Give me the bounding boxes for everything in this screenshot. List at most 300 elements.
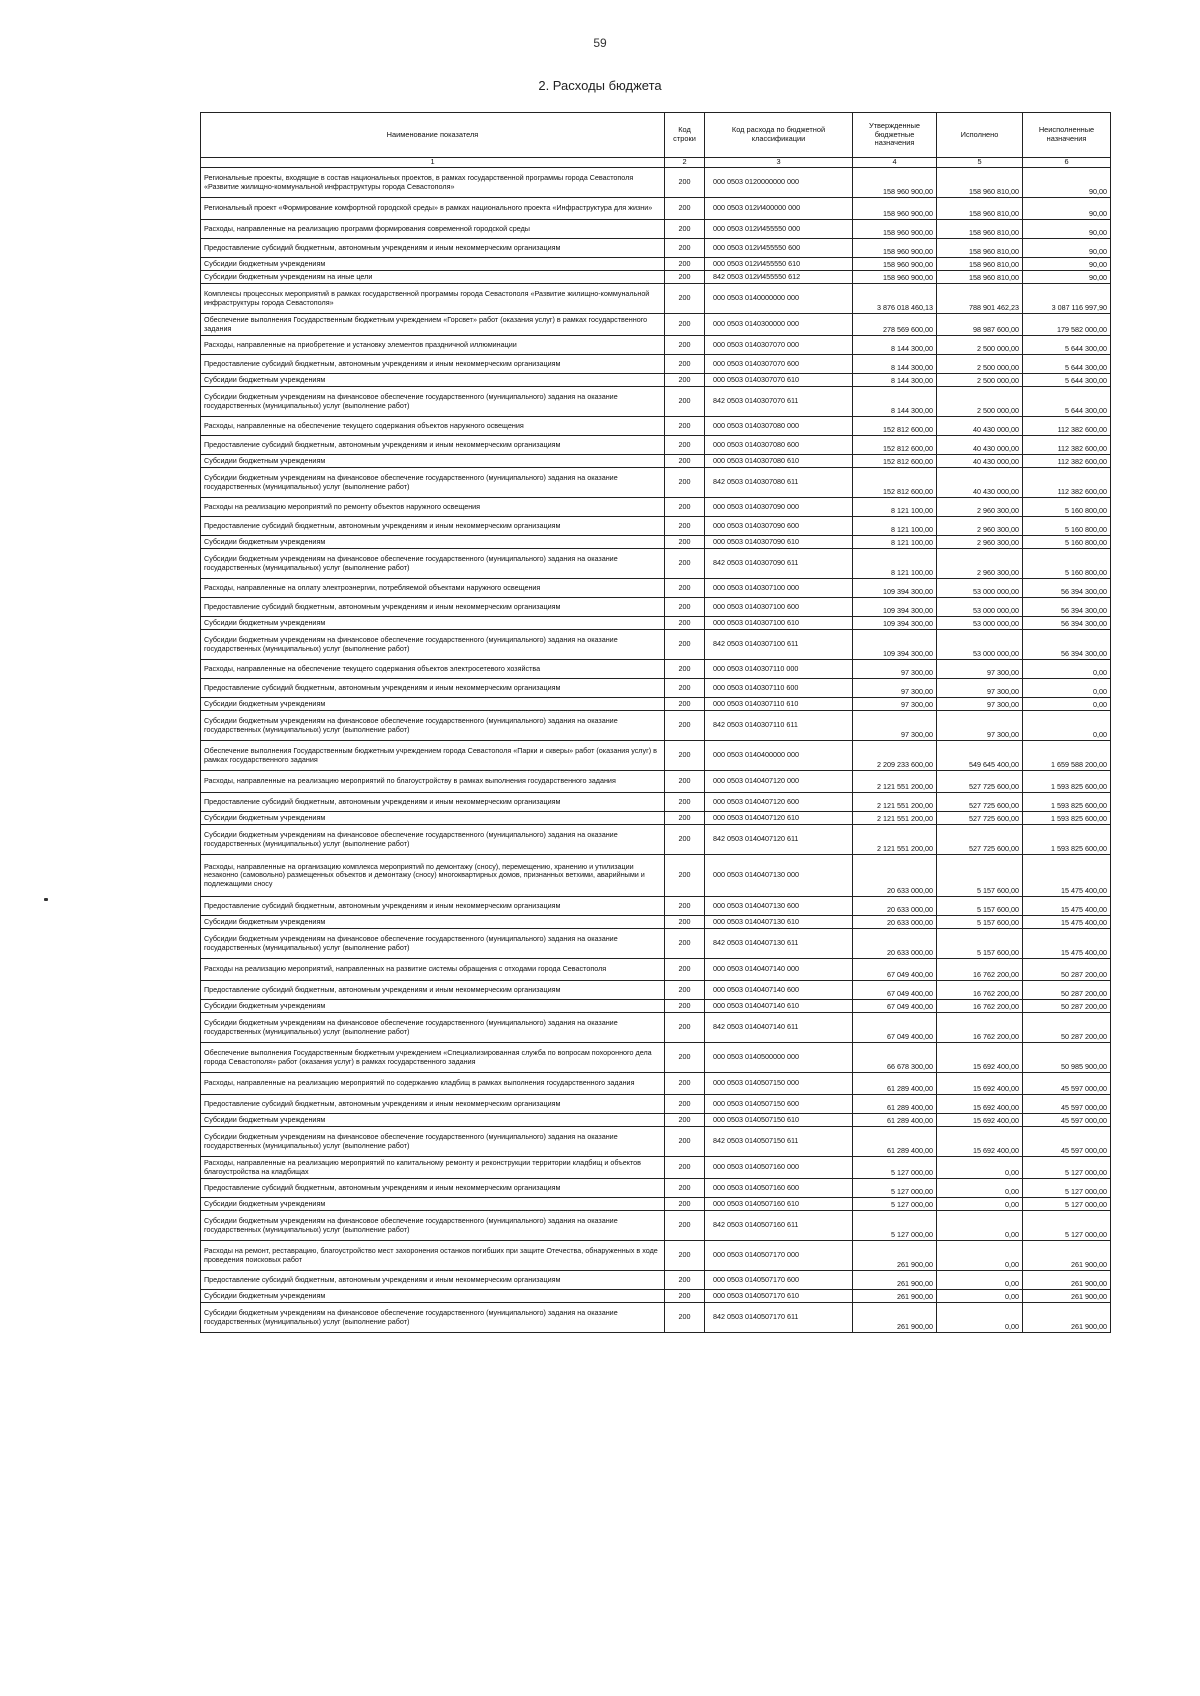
cell-approved: 158 960 900,00 (853, 198, 937, 220)
cell-name: Субсидии бюджетным учреждениям на финансовое обеспечение государственного (муниципального) задания на оказание государственных (муниципальных) услуг (выполнение работ) (201, 387, 665, 417)
cell-row-code: 200 (665, 771, 705, 793)
cell-approved: 5 127 000,00 (853, 1198, 937, 1211)
cell-budget-code: 842 0503 0140507160 611 (705, 1211, 853, 1241)
cell-name: Расходы, направленные на реализацию мероприятий по содержанию кладбищ в рамках выполнения государственного задания (201, 1073, 665, 1095)
cell-budget-code: 000 0503 0140400000 000 (705, 741, 853, 771)
cell-unexecuted: 112 382 600,00 (1023, 436, 1111, 455)
cell-row-code: 200 (665, 630, 705, 660)
header-executed: Исполнено (937, 113, 1023, 158)
cell-executed: 158 960 810,00 (937, 198, 1023, 220)
cell-row-code: 200 (665, 929, 705, 959)
cell-name: Региональный проект «Формирование комфортной городской среды» в рамках национального проекта «Инфраструктура для жизни» (201, 198, 665, 220)
cell-row-code: 200 (665, 374, 705, 387)
cell-name: Комплексы процессных мероприятий в рамках государственной программы города Севастополя «Развитие жилищно-коммунальной инфраструктуры города Севастополя» (201, 284, 665, 314)
header-number: 6 (1023, 158, 1111, 168)
cell-executed: 5 157 600,00 (937, 897, 1023, 916)
header-number: 4 (853, 158, 937, 168)
table-row (201, 916, 1111, 929)
cell-unexecuted: 90,00 (1023, 271, 1111, 284)
cell-name: Субсидии бюджетным учреждениям (201, 1198, 665, 1211)
cell-approved: 2 121 551 200,00 (853, 812, 937, 825)
cell-unexecuted: 15 475 400,00 (1023, 916, 1111, 929)
cell-row-code: 200 (665, 1043, 705, 1073)
cell-unexecuted: 50 287 200,00 (1023, 981, 1111, 1000)
table-row (201, 741, 1111, 771)
table-row (201, 1303, 1111, 1333)
cell-approved: 67 049 400,00 (853, 1000, 937, 1013)
table-row (201, 1179, 1111, 1198)
cell-unexecuted: 112 382 600,00 (1023, 468, 1111, 498)
cell-unexecuted: 1 593 825 600,00 (1023, 825, 1111, 855)
cell-approved: 261 900,00 (853, 1271, 937, 1290)
cell-budget-code: 000 0503 0140307110 600 (705, 679, 853, 698)
page-number: 59 (593, 36, 607, 50)
cell-name: Субсидии бюджетным учреждениям на финансовое обеспечение государственного (муниципального) задания на оказание государственных (муниципальных) услуг (выполнение работ) (201, 468, 665, 498)
cell-executed: 16 762 200,00 (937, 959, 1023, 981)
cell-unexecuted: 5 127 000,00 (1023, 1211, 1111, 1241)
cell-unexecuted: 112 382 600,00 (1023, 455, 1111, 468)
cell-unexecuted: 50 985 900,00 (1023, 1043, 1111, 1073)
cell-unexecuted: 261 900,00 (1023, 1303, 1111, 1333)
cell-executed: 2 960 300,00 (937, 517, 1023, 536)
cell-budget-code: 842 0503 0140407130 611 (705, 929, 853, 959)
cell-approved: 109 394 300,00 (853, 617, 937, 630)
table-row (201, 417, 1111, 436)
cell-budget-code: 000 0503 0140307070 610 (705, 374, 853, 387)
cell-budget-code: 000 0503 0140507170 600 (705, 1271, 853, 1290)
cell-approved: 8 121 100,00 (853, 517, 937, 536)
table-row (201, 630, 1111, 660)
cell-executed: 0,00 (937, 1179, 1023, 1198)
cell-approved: 8 144 300,00 (853, 336, 937, 355)
cell-budget-code: 000 0503 0140307070 600 (705, 355, 853, 374)
cell-budget-code: 000 0503 012И455550 000 (705, 220, 853, 239)
cell-row-code: 200 (665, 198, 705, 220)
cell-budget-code: 842 0503 0140407140 611 (705, 1013, 853, 1043)
cell-executed: 97 300,00 (937, 660, 1023, 679)
cell-name: Субсидии бюджетным учреждениям (201, 258, 665, 271)
table-row (201, 1000, 1111, 1013)
cell-approved: 8 121 100,00 (853, 498, 937, 517)
cell-approved: 152 812 600,00 (853, 468, 937, 498)
cell-unexecuted: 56 394 300,00 (1023, 598, 1111, 617)
table-row (201, 536, 1111, 549)
cell-approved: 8 121 100,00 (853, 549, 937, 579)
cell-budget-code: 000 0503 012И400000 000 (705, 198, 853, 220)
cell-unexecuted: 261 900,00 (1023, 1241, 1111, 1271)
cell-name: Расходы на реализацию мероприятий по ремонту объектов наружного освещения (201, 498, 665, 517)
cell-approved: 2 121 551 200,00 (853, 771, 937, 793)
cell-row-code: 200 (665, 793, 705, 812)
cell-unexecuted: 0,00 (1023, 660, 1111, 679)
cell-unexecuted: 3 087 116 997,90 (1023, 284, 1111, 314)
cell-approved: 61 289 400,00 (853, 1127, 937, 1157)
cell-approved: 158 960 900,00 (853, 168, 937, 198)
cell-unexecuted: 5 127 000,00 (1023, 1157, 1111, 1179)
cell-name: Субсидии бюджетным учреждениям (201, 617, 665, 630)
cell-executed: 40 430 000,00 (937, 417, 1023, 436)
cell-row-code: 200 (665, 812, 705, 825)
cell-executed: 0,00 (937, 1211, 1023, 1241)
cell-approved: 20 633 000,00 (853, 916, 937, 929)
table-row (201, 314, 1111, 336)
cell-executed: 40 430 000,00 (937, 468, 1023, 498)
table-row (201, 168, 1111, 198)
table-row (201, 679, 1111, 698)
cell-unexecuted: 1 593 825 600,00 (1023, 771, 1111, 793)
cell-row-code: 200 (665, 271, 705, 284)
cell-unexecuted: 90,00 (1023, 258, 1111, 271)
header-number: 2 (665, 158, 705, 168)
scan-mark (44, 898, 48, 901)
cell-executed: 158 960 810,00 (937, 239, 1023, 258)
cell-executed: 158 960 810,00 (937, 258, 1023, 271)
cell-executed: 98 987 600,00 (937, 314, 1023, 336)
cell-executed: 15 692 400,00 (937, 1095, 1023, 1114)
cell-unexecuted: 90,00 (1023, 239, 1111, 258)
cell-unexecuted: 112 382 600,00 (1023, 417, 1111, 436)
cell-name: Субсидии бюджетным учреждениям (201, 1114, 665, 1127)
cell-approved: 8 121 100,00 (853, 536, 937, 549)
header-budget-code: Код расхода по бюджетной классификации (705, 113, 853, 158)
cell-unexecuted: 5 160 800,00 (1023, 498, 1111, 517)
header-number: 3 (705, 158, 853, 168)
table-header (201, 113, 1111, 168)
table-row (201, 374, 1111, 387)
cell-unexecuted: 0,00 (1023, 711, 1111, 741)
cell-executed: 527 725 600,00 (937, 812, 1023, 825)
cell-row-code: 200 (665, 1127, 705, 1157)
cell-executed: 158 960 810,00 (937, 271, 1023, 284)
cell-row-code: 200 (665, 579, 705, 598)
cell-row-code: 200 (665, 981, 705, 1000)
cell-budget-code: 000 0503 012И455550 600 (705, 239, 853, 258)
cell-approved: 109 394 300,00 (853, 630, 937, 660)
cell-budget-code: 000 0503 0140507150 610 (705, 1114, 853, 1127)
cell-unexecuted: 1 659 588 200,00 (1023, 741, 1111, 771)
cell-executed: 16 762 200,00 (937, 1013, 1023, 1043)
cell-name: Расходы, направленные на реализацию мероприятий по капитальному ремонту и реконструкции территории кладбищ и объектов благоустройства на кладбищах (201, 1157, 665, 1179)
cell-unexecuted: 0,00 (1023, 698, 1111, 711)
cell-executed: 527 725 600,00 (937, 793, 1023, 812)
cell-budget-code: 000 0503 0140507170 000 (705, 1241, 853, 1271)
cell-name: Субсидии бюджетным учреждениям (201, 374, 665, 387)
cell-row-code: 200 (665, 1013, 705, 1043)
cell-budget-code: 000 0503 0140407140 600 (705, 981, 853, 1000)
table-row (201, 198, 1111, 220)
cell-row-code: 200 (665, 468, 705, 498)
cell-budget-code: 000 0503 0140307100 000 (705, 579, 853, 598)
table-row (201, 517, 1111, 536)
cell-executed: 40 430 000,00 (937, 436, 1023, 455)
cell-budget-code: 000 0503 0140307100 600 (705, 598, 853, 617)
cell-name: Предоставление субсидий бюджетным, автономным учреждениям и иным некоммерческим организациям (201, 355, 665, 374)
cell-executed: 158 960 810,00 (937, 220, 1023, 239)
cell-approved: 20 633 000,00 (853, 897, 937, 916)
cell-budget-code: 000 0503 0140507150 000 (705, 1073, 853, 1095)
cell-approved: 261 900,00 (853, 1303, 937, 1333)
table-row (201, 1013, 1111, 1043)
cell-name: Региональные проекты, входящие в состав национальных проектов, в рамках государственной программы города Севастополя «Развитие жилищно-коммунальной инфраструктуры города Севастополя» (201, 168, 665, 198)
table-row (201, 825, 1111, 855)
table-row (201, 220, 1111, 239)
cell-unexecuted: 5 160 800,00 (1023, 517, 1111, 536)
cell-unexecuted: 90,00 (1023, 168, 1111, 198)
cell-approved: 3 876 018 460,13 (853, 284, 937, 314)
cell-executed: 16 762 200,00 (937, 1000, 1023, 1013)
cell-name: Субсидии бюджетным учреждениям на финансовое обеспечение государственного (муниципального) задания на оказание государственных (муниципальных) услуг (выполнение работ) (201, 1211, 665, 1241)
cell-budget-code: 000 0503 0140407130 610 (705, 916, 853, 929)
cell-budget-code: 842 0503 0140307090 611 (705, 549, 853, 579)
cell-approved: 61 289 400,00 (853, 1114, 937, 1127)
cell-row-code: 200 (665, 916, 705, 929)
cell-executed: 2 500 000,00 (937, 374, 1023, 387)
cell-approved: 97 300,00 (853, 679, 937, 698)
cell-approved: 158 960 900,00 (853, 258, 937, 271)
cell-unexecuted: 90,00 (1023, 220, 1111, 239)
cell-name: Субсидии бюджетным учреждениям (201, 698, 665, 711)
cell-unexecuted: 1 593 825 600,00 (1023, 793, 1111, 812)
cell-approved: 278 569 600,00 (853, 314, 937, 336)
cell-row-code: 200 (665, 698, 705, 711)
cell-executed: 15 692 400,00 (937, 1073, 1023, 1095)
table-row (201, 271, 1111, 284)
cell-executed: 40 430 000,00 (937, 455, 1023, 468)
table-row (201, 1043, 1111, 1073)
cell-budget-code: 000 0503 0140307080 600 (705, 436, 853, 455)
table-row (201, 549, 1111, 579)
cell-budget-code: 842 0503 0140507150 611 (705, 1127, 853, 1157)
cell-name: Предоставление субсидий бюджетным, автономным учреждениям и иным некоммерческим организациям (201, 517, 665, 536)
cell-unexecuted: 15 475 400,00 (1023, 929, 1111, 959)
cell-name: Предоставление субсидий бюджетным, автономным учреждениям и иным некоммерческим организациям (201, 1179, 665, 1198)
cell-budget-code: 000 0503 0140507170 610 (705, 1290, 853, 1303)
cell-unexecuted: 179 582 000,00 (1023, 314, 1111, 336)
cell-row-code: 200 (665, 825, 705, 855)
header-unexecuted: Неисполненные назначения (1023, 113, 1111, 158)
cell-executed: 53 000 000,00 (937, 598, 1023, 617)
cell-name: Субсидии бюджетным учреждениям на финансовое обеспечение государственного (муниципального) задания на оказание государственных (муниципальных) услуг (выполнение работ) (201, 825, 665, 855)
cell-budget-code: 000 0503 0140300000 000 (705, 314, 853, 336)
cell-approved: 158 960 900,00 (853, 239, 937, 258)
cell-budget-code: 000 0503 0140307080 000 (705, 417, 853, 436)
cell-unexecuted: 15 475 400,00 (1023, 855, 1111, 897)
cell-executed: 0,00 (937, 1157, 1023, 1179)
cell-name: Субсидии бюджетным учреждениям (201, 812, 665, 825)
cell-approved: 97 300,00 (853, 660, 937, 679)
cell-row-code: 200 (665, 660, 705, 679)
cell-name: Субсидии бюджетным учреждениям на финансовое обеспечение государственного (муниципального) задания на оказание государственных (муниципальных) услуг (выполнение работ) (201, 549, 665, 579)
cell-approved: 261 900,00 (853, 1290, 937, 1303)
table-row (201, 468, 1111, 498)
cell-budget-code: 000 0503 0140507160 610 (705, 1198, 853, 1211)
cell-budget-code: 000 0503 0140407140 000 (705, 959, 853, 981)
cell-executed: 788 901 462,23 (937, 284, 1023, 314)
cell-row-code: 200 (665, 1290, 705, 1303)
cell-executed: 527 725 600,00 (937, 825, 1023, 855)
cell-executed: 53 000 000,00 (937, 617, 1023, 630)
cell-row-code: 200 (665, 1211, 705, 1241)
cell-budget-code: 000 0503 0140407130 600 (705, 897, 853, 916)
cell-name: Субсидии бюджетным учреждениям на иные цели (201, 271, 665, 284)
cell-row-code: 200 (665, 314, 705, 336)
cell-unexecuted: 5 644 300,00 (1023, 336, 1111, 355)
cell-unexecuted: 5 127 000,00 (1023, 1179, 1111, 1198)
cell-name: Предоставление субсидий бюджетным, автономным учреждениям и иным некоммерческим организациям (201, 793, 665, 812)
header-approved: Утвержденные бюджетные назначения (853, 113, 937, 158)
cell-budget-code: 000 0503 0140307110 610 (705, 698, 853, 711)
cell-approved: 67 049 400,00 (853, 959, 937, 981)
cell-budget-code: 000 0503 0140407120 610 (705, 812, 853, 825)
cell-row-code: 200 (665, 417, 705, 436)
cell-unexecuted: 1 593 825 600,00 (1023, 812, 1111, 825)
table-row (201, 711, 1111, 741)
cell-name: Обеспечение выполнения Государственным бюджетным учреждением города Севастополя «Парки и скверы» работ (оказания услуг) в рамках государственного задания (201, 741, 665, 771)
table-row (201, 698, 1111, 711)
cell-budget-code: 000 0503 0140307090 610 (705, 536, 853, 549)
table-row (201, 336, 1111, 355)
cell-executed: 97 300,00 (937, 698, 1023, 711)
table-row (201, 660, 1111, 679)
cell-approved: 109 394 300,00 (853, 579, 937, 598)
table-row (201, 959, 1111, 981)
table-row (201, 284, 1111, 314)
table-row (201, 981, 1111, 1000)
cell-approved: 158 960 900,00 (853, 220, 937, 239)
cell-row-code: 200 (665, 336, 705, 355)
cell-approved: 152 812 600,00 (853, 455, 937, 468)
cell-executed: 2 500 000,00 (937, 336, 1023, 355)
table-row (201, 1271, 1111, 1290)
cell-unexecuted: 5 160 800,00 (1023, 549, 1111, 579)
cell-budget-code: 842 0503 012И455550 612 (705, 271, 853, 284)
cell-row-code: 200 (665, 498, 705, 517)
cell-approved: 67 049 400,00 (853, 1013, 937, 1043)
cell-row-code: 200 (665, 855, 705, 897)
cell-name: Субсидии бюджетным учреждениям на финансовое обеспечение государственного (муниципального) задания на оказание государственных (муниципальных) услуг (выполнение работ) (201, 630, 665, 660)
cell-row-code: 200 (665, 1179, 705, 1198)
table-row (201, 436, 1111, 455)
cell-name: Субсидии бюджетным учреждениям на финансовое обеспечение государственного (муниципального) задания на оказание государственных (муниципальных) услуг (выполнение работ) (201, 1013, 665, 1043)
cell-unexecuted: 45 597 000,00 (1023, 1127, 1111, 1157)
table-row (201, 1241, 1111, 1271)
cell-name: Расходы, направленные на обеспечение текущего содержания объектов электросетевого хозяйства (201, 660, 665, 679)
table-row (201, 929, 1111, 959)
cell-approved: 20 633 000,00 (853, 929, 937, 959)
cell-approved: 97 300,00 (853, 711, 937, 741)
cell-name: Предоставление субсидий бюджетным, автономным учреждениям и иным некоммерческим организациям (201, 239, 665, 258)
cell-name: Расходы, направленные на оплату электроэнергии, потребляемой объектами наружного освещения (201, 579, 665, 598)
table-row (201, 355, 1111, 374)
cell-row-code: 200 (665, 1198, 705, 1211)
cell-executed: 97 300,00 (937, 711, 1023, 741)
cell-unexecuted: 45 597 000,00 (1023, 1095, 1111, 1114)
cell-executed: 0,00 (937, 1241, 1023, 1271)
cell-executed: 97 300,00 (937, 679, 1023, 698)
cell-row-code: 200 (665, 617, 705, 630)
table-row (201, 617, 1111, 630)
cell-budget-code: 000 0503 0140507160 000 (705, 1157, 853, 1179)
cell-executed: 527 725 600,00 (937, 771, 1023, 793)
expenses-table-container (200, 112, 1110, 1333)
table-row (201, 1114, 1111, 1127)
cell-row-code: 200 (665, 258, 705, 271)
cell-executed: 2 960 300,00 (937, 549, 1023, 579)
cell-unexecuted: 50 287 200,00 (1023, 1000, 1111, 1013)
cell-row-code: 200 (665, 741, 705, 771)
cell-row-code: 200 (665, 711, 705, 741)
cell-approved: 261 900,00 (853, 1241, 937, 1271)
cell-name: Расходы на реализацию мероприятий, направленных на развитие системы обращения с отходами города Севастополя (201, 959, 665, 981)
cell-name: Предоставление субсидий бюджетным, автономным учреждениям и иным некоммерческим организациям (201, 679, 665, 698)
cell-name: Расходы на ремонт, реставрацию, благоустройство мест захоронения останков погибших при защите Отечества, обнаруженных в ходе проведения поисковых работ (201, 1241, 665, 1271)
cell-name: Расходы, направленные на организацию комплекса мероприятий по демонтажу (сносу), перемещению, хранению и утилизации незаконно (самовольно) размещенных объектов и демонтажу (сносу) многоквартирных домов, признанных ветхими, аварийными и подлежащими сносу (201, 855, 665, 897)
cell-row-code: 200 (665, 455, 705, 468)
cell-row-code: 200 (665, 168, 705, 198)
cell-unexecuted: 56 394 300,00 (1023, 579, 1111, 598)
cell-executed: 0,00 (937, 1198, 1023, 1211)
cell-executed: 549 645 400,00 (937, 741, 1023, 771)
cell-row-code: 200 (665, 284, 705, 314)
cell-unexecuted: 56 394 300,00 (1023, 630, 1111, 660)
cell-budget-code: 000 0503 0140500000 000 (705, 1043, 853, 1073)
cell-approved: 66 678 300,00 (853, 1043, 937, 1073)
cell-budget-code: 000 0503 0140307090 600 (705, 517, 853, 536)
cell-row-code: 200 (665, 1157, 705, 1179)
cell-approved: 61 289 400,00 (853, 1073, 937, 1095)
cell-unexecuted: 50 287 200,00 (1023, 1013, 1111, 1043)
cell-approved: 8 144 300,00 (853, 374, 937, 387)
cell-budget-code: 000 0503 0140307100 610 (705, 617, 853, 630)
cell-approved: 152 812 600,00 (853, 417, 937, 436)
cell-row-code: 200 (665, 1095, 705, 1114)
cell-approved: 2 121 551 200,00 (853, 825, 937, 855)
cell-approved: 158 960 900,00 (853, 271, 937, 284)
cell-executed: 5 157 600,00 (937, 929, 1023, 959)
cell-unexecuted: 90,00 (1023, 198, 1111, 220)
table-row (201, 1095, 1111, 1114)
cell-approved: 5 127 000,00 (853, 1211, 937, 1241)
header-row-code: Код строки (665, 113, 705, 158)
cell-executed: 16 762 200,00 (937, 981, 1023, 1000)
cell-executed: 2 960 300,00 (937, 498, 1023, 517)
cell-budget-code: 000 0503 0140407140 610 (705, 1000, 853, 1013)
table-row (201, 793, 1111, 812)
cell-unexecuted: 50 287 200,00 (1023, 959, 1111, 981)
cell-executed: 15 692 400,00 (937, 1043, 1023, 1073)
cell-row-code: 200 (665, 1271, 705, 1290)
cell-name: Обеспечение выполнения Государственным бюджетным учреждением «Специализированная служба по вопросам похоронного дела города Севастополя» работ (оказания услуг) в рамках государственного задания (201, 1043, 665, 1073)
cell-approved: 2 121 551 200,00 (853, 793, 937, 812)
cell-approved: 8 144 300,00 (853, 387, 937, 417)
cell-budget-code: 000 0503 0140307110 000 (705, 660, 853, 679)
cell-executed: 0,00 (937, 1290, 1023, 1303)
table-row (201, 598, 1111, 617)
cell-name: Предоставление субсидий бюджетным, автономным учреждениям и иным некоммерческим организациям (201, 1095, 665, 1114)
cell-row-code: 200 (665, 897, 705, 916)
cell-name: Расходы, направленные на реализацию мероприятий по благоустройству в рамках выполнения государственного задания (201, 771, 665, 793)
expenses-table (200, 112, 1111, 1333)
cell-unexecuted: 5 160 800,00 (1023, 536, 1111, 549)
table-row (201, 897, 1111, 916)
cell-executed: 5 157 600,00 (937, 855, 1023, 897)
cell-budget-code: 000 0503 0140307070 000 (705, 336, 853, 355)
table-row (201, 258, 1111, 271)
table-row (201, 455, 1111, 468)
cell-budget-code: 000 0503 0140307090 000 (705, 498, 853, 517)
cell-unexecuted: 261 900,00 (1023, 1271, 1111, 1290)
cell-row-code: 200 (665, 679, 705, 698)
